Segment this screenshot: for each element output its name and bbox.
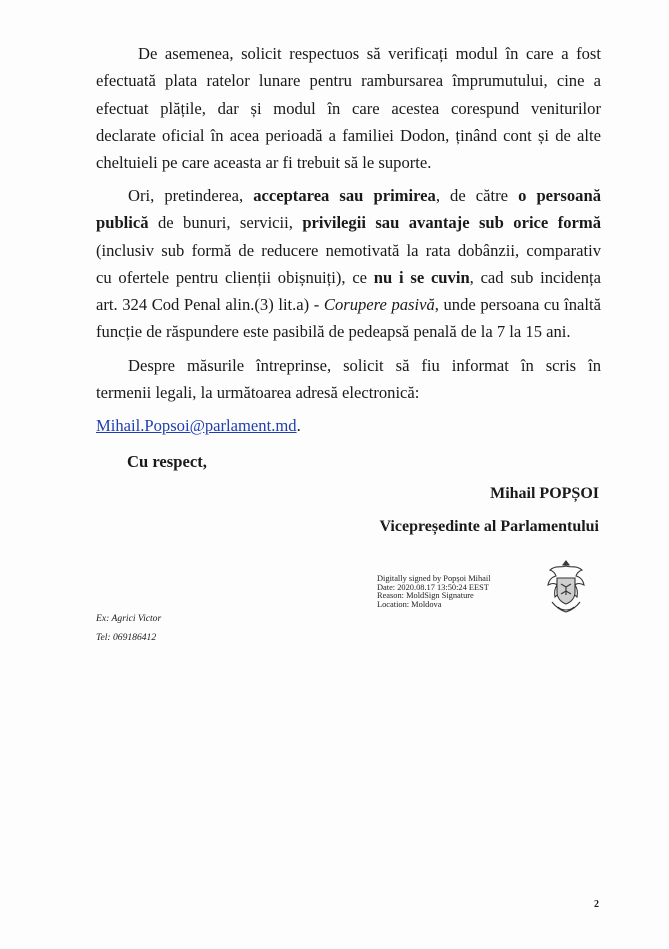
italic-phrase: Corupere pasivă	[323, 295, 435, 315]
text-line: publică de bunuri, servicii, privilegii sau avantaje sub orice formă	[96, 213, 601, 233]
text-line: art. 324 Cod Penal alin.(3) lit.a) - Corupere pasivă, unde persoana cu înaltă	[96, 295, 601, 315]
text-line: funcție de răspundere este pasibilă de pedeapsă penală de la 7 la 15 ani.	[96, 322, 571, 342]
bold-phrase: nu i se cuvin	[373, 267, 470, 287]
email-link[interactable]: Mihail.Popsoi@parlament.md	[96, 416, 297, 435]
signature-line: Reason: MoldSign Signature	[377, 591, 474, 601]
paragraph-verification	[96, 40, 601, 176]
text-line: Despre măsurile întreprinse, solicit să fiu informat în scris în	[128, 356, 601, 375]
paragraph-contact-request	[96, 352, 601, 407]
text-line: cu ofertele pentru clienții obișnuiți), ce nu i se cuvin, cad sub incidența	[96, 267, 601, 287]
text-line: efectuat plățile, dar și modul în care acestea corespund veniturilor	[96, 98, 601, 118]
text-line: Ori, pretinderea, acceptarea sau primirea, de către o persoană	[128, 186, 601, 205]
text-line: declarate oficial în acea perioadă a familiei Dodon, ținând cont și de alte	[96, 125, 601, 145]
executor-phone: Tel: 069186412	[96, 632, 157, 643]
signature-line: Location: Moldova	[377, 599, 442, 609]
text-line: De asemenea, solicit respectuos să verificați modul în care a fost	[138, 44, 601, 63]
bold-phrase: o persoană	[518, 186, 601, 205]
signature-line: Date: 2020.08.17 13:50:24 EEST	[377, 582, 489, 592]
text-line: efectuată plata ratelor lunare pentru rambursarea împrumutului, cine a	[96, 71, 601, 91]
bold-phrase: publică	[96, 213, 149, 233]
page-number: 2	[594, 899, 599, 910]
text-line: (inclusiv sub formă de reducere nemotivată la rata dobânzii, comparativ	[96, 240, 601, 260]
text-line: termenii legali, la următoarea adresă electronică:	[96, 383, 420, 403]
closing-salutation: Cu respect,	[127, 452, 207, 471]
paragraph-legal-basis	[96, 182, 601, 346]
text-line: cheltuieli pe care aceasta ar fi trebuit să le suporte.	[96, 153, 432, 173]
digital-signature-block	[377, 575, 491, 609]
bold-phrase: acceptarea sau primirea	[253, 186, 436, 205]
executor-name: Ex: Agrici Victor	[96, 613, 162, 624]
signer-name: Mihail POPȘOI	[490, 485, 599, 502]
coat-of-arms-icon	[544, 558, 588, 618]
signer-title: Vicepreședinte al Parlamentului	[379, 518, 599, 535]
signature-line: Digitally signed by Popșoi Mihail	[377, 574, 491, 583]
email-line: Mihail.Popsoi@parlament.md.	[96, 416, 301, 435]
bold-phrase: privilegii sau avantaje sub orice formă	[302, 213, 601, 233]
